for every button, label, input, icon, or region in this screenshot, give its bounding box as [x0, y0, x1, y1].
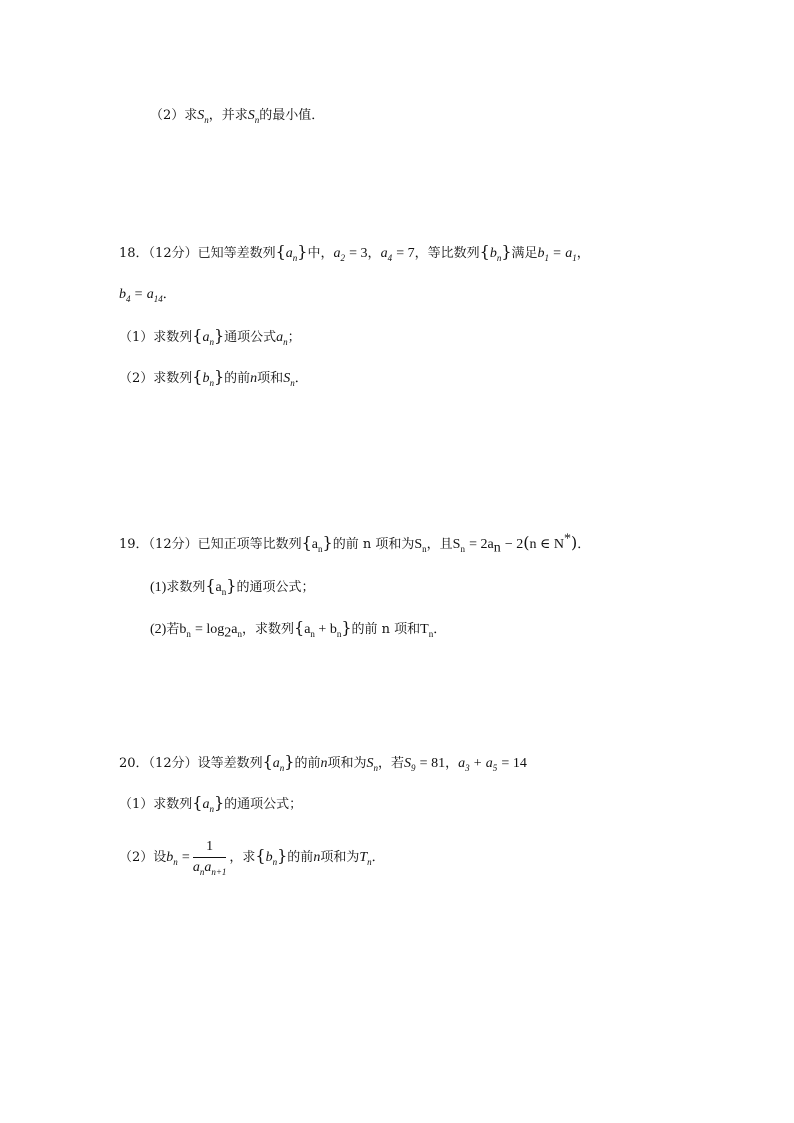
math-an: $a_n$ [215, 580, 227, 597]
math-bn: $b_n$ [202, 371, 214, 388]
q19-part1-label: (1) [150, 580, 167, 595]
q19-points: （12分） [148, 537, 198, 552]
q18-number: 18． [119, 246, 149, 261]
math-b1: $b_1$ [537, 246, 550, 263]
q18-stem-c: ，等比数列 [414, 246, 480, 261]
q20-part1-label: （1）求数列 [119, 797, 193, 812]
q19-part1: (1)求数列$\{a_n\}$的通项公式； [150, 576, 315, 597]
q19-number: 19． [119, 537, 149, 552]
math-bn: $b_n$ [265, 850, 278, 867]
q17-part2-mid: ，并求 [208, 108, 248, 123]
math-bn: $b_n$ [489, 246, 502, 263]
q18-part2: （2）求数列$\{b_n\}$的前n项和$S_n$． [119, 367, 308, 388]
q19-part2-label: (2) [150, 622, 167, 637]
math-n: n [250, 371, 258, 386]
q18-stem-b: 中， [307, 246, 334, 261]
math-bn: $b_n$ [166, 850, 178, 867]
q18-stem: 18．（12分）已知等差数列$\{a_n\}$中，$a_2 = 3$，$a_4 = 7$，等比数列$\{b_n\}$满足$b_1 = a_1$， [119, 242, 590, 263]
math-a5: $a_5$ [485, 756, 498, 773]
q18-stem-a: 已知等差数列 [197, 246, 276, 261]
fraction: $\frac{1}{a_na_{n+1}}$ [192, 839, 227, 877]
math-Sn: $S_n$ [452, 537, 465, 554]
q19-stem-b: 的前 n 项和为 [332, 537, 415, 552]
math-Sn: $S_n$ [197, 108, 209, 125]
math-a3: $a_3$ [458, 756, 470, 773]
q20-stem-a: 设等差数列 [197, 756, 263, 771]
q20-stem: 20．（12分）设等差数列$\{a_n\}$的前n项和为$S_n$，若$S_9 = 81$，$a_3 + a_5 = 14$ [119, 752, 527, 773]
math-an: $a_n$ [276, 330, 288, 347]
q19-part2: (2)若$b_n = \log_2a_n$，求数列$\{a_n + b_n\}$的前 n 项和$T_n$． [150, 618, 447, 641]
q18-part2-label: （2）求数列 [119, 371, 193, 386]
math-a2: $a_2$ [333, 246, 345, 263]
math-Tn: $T_n$ [359, 850, 372, 867]
q18-part1: （1）求数列$\{a_n\}$通项公式$a_n$； [119, 326, 301, 347]
math-S9: $S_9$ [404, 756, 416, 773]
math-bn: $b_n$ [179, 622, 191, 639]
q20-part1: （1）求数列$\{a_n\}$的通项公式； [119, 793, 303, 814]
q17-part2-label: （2）求 [150, 108, 198, 123]
q20-part2-label: （2）设 [119, 850, 167, 865]
q18-part1-label: （1）求数列 [119, 330, 193, 345]
q18-part1-text: 通项公式 [224, 330, 277, 345]
math-a4: $a_4$ [380, 246, 393, 263]
math-an: $a_n$ [202, 797, 214, 814]
q20-number: 20． [119, 756, 149, 771]
math-Sn: $S_n$ [366, 756, 379, 773]
q18-stem-line2: $b_4 = a_{14}$． [119, 287, 176, 304]
q18-points: （12分） [148, 246, 198, 261]
math-Sn: $S_n$ [414, 537, 427, 554]
math-a14: $a_{14}$ [146, 287, 163, 304]
q17-part2 [150, 106, 324, 126]
q18-eq2: = 7 [396, 246, 415, 261]
q19-stem: 19．（12分）已知正项等比数列$\{a_n\}$的前 n 项和为$S_n$，且$S_n = 2a_n - 2(n$ ∈ N*)． [119, 531, 591, 556]
math-an: $a_n$ [202, 330, 214, 347]
math-b4: $b_4$ [119, 287, 131, 304]
math-Sn: $S_n$ [283, 371, 295, 388]
math-Tn: $T_n$ [420, 622, 434, 639]
math-Sn: $S_n$ [247, 108, 260, 125]
math-an: $a_n$ [285, 246, 298, 263]
q18-stem-d: 满足 [511, 246, 538, 261]
q19-stem-a: 已知正项等比数列 [197, 537, 302, 552]
q20-part2: （2）设$b_n$ = $\frac{1}{a_na_{n+1}}$ ，求$\{b_n\}$的前n项和为$T_n$． [119, 839, 385, 877]
math-a1: $a_1$ [565, 246, 577, 263]
math-an: $a_n$ [311, 537, 323, 554]
q20-points: （12分） [148, 756, 198, 771]
math-an: $a_n$ [272, 756, 285, 773]
q17-part2-end: 的最小值． [259, 108, 325, 123]
q18-eq1: = 3 [349, 246, 368, 261]
